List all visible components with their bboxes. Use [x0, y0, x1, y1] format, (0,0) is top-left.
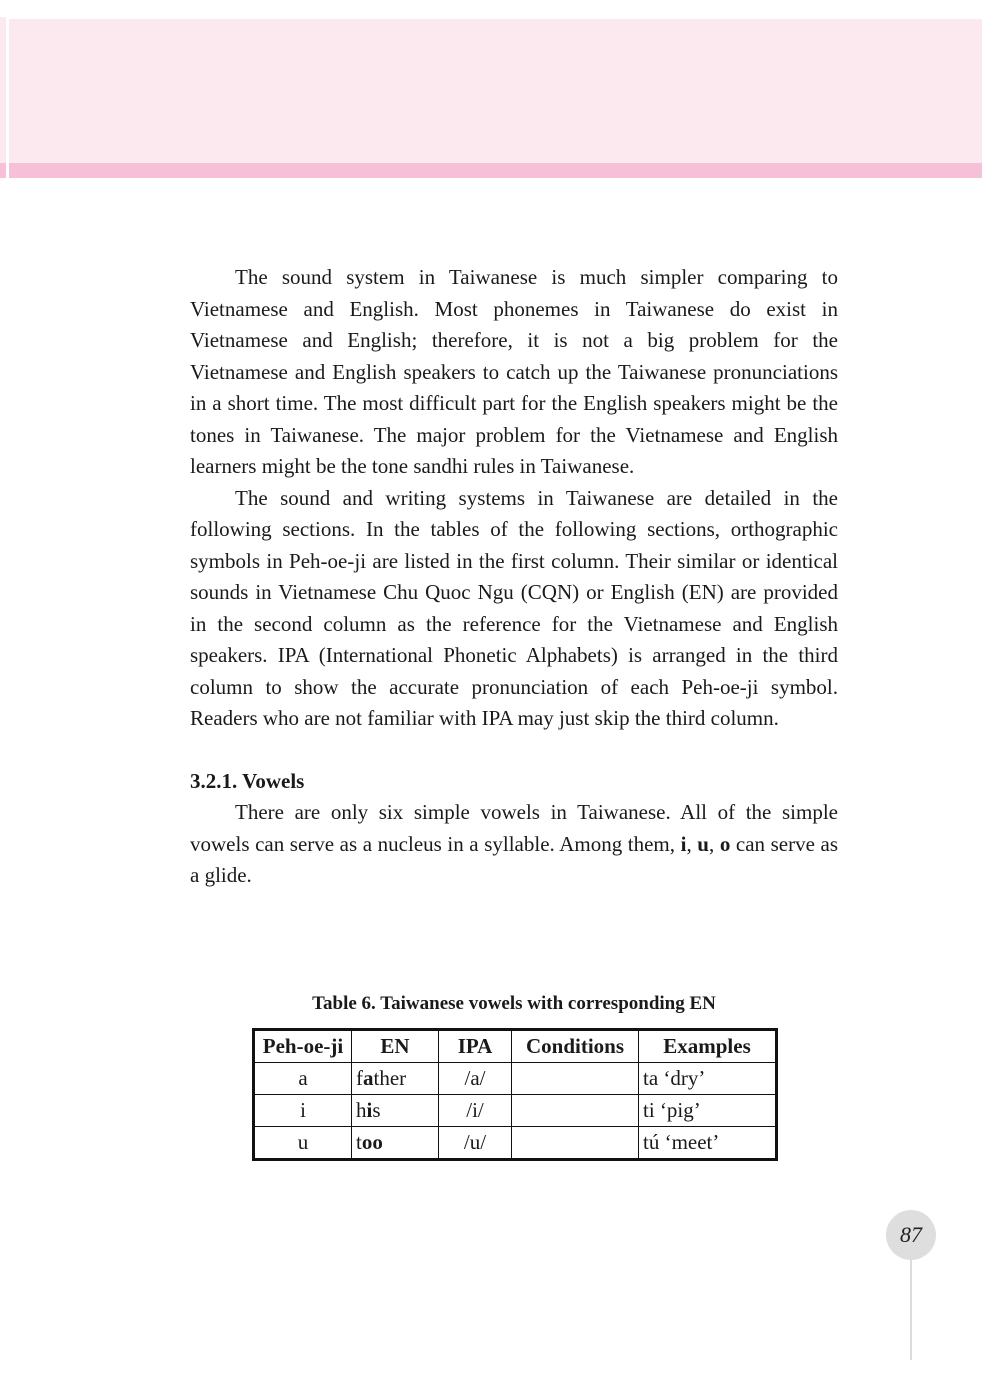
cell-en [352, 1063, 439, 1095]
cell-example: tú ‘meet’ [639, 1127, 777, 1160]
cell-ipa: /u/ [439, 1127, 512, 1160]
text-run: s [372, 1098, 381, 1122]
cell-conditions [512, 1127, 639, 1160]
text-run: ther [373, 1066, 407, 1090]
header-ipa: IPA [439, 1030, 512, 1063]
table-row [254, 1095, 777, 1127]
bold-vowel-u: u [697, 831, 709, 856]
header-conditions: Conditions [512, 1030, 639, 1063]
bold-vowel-o: o [719, 831, 731, 856]
text-run: There are only six simple vowels in Taiwanese. All of the simple vowels can serve as a nucleus in a syllable. Among them, [190, 800, 838, 856]
table-row [254, 1127, 777, 1160]
table-row [254, 1063, 777, 1095]
text-run: can serve as a glide. [190, 831, 839, 887]
text-run: t [356, 1130, 362, 1154]
cell-en [352, 1095, 439, 1127]
header-strip [9, 163, 982, 178]
header-band-left [0, 17, 6, 163]
header-examples: Examples [639, 1030, 777, 1063]
text-run: , [686, 831, 698, 856]
body-text [190, 262, 838, 892]
paragraph-intro: The sound system in Taiwanese is much simpler comparing to Vietnamese and English. Most phonemes in Taiwanese do exist in Vietnamese and English; therefore, it is not a big problem for the Vietnamese and English speakers to catch up the Taiwanese pronunciations in a short time. The most difficult part for the English speakers might be the tones in Taiwanese. The major problem for the Vietnamese and English learners might be the tone sandhi rules in Taiwanese. [190, 265, 838, 478]
text-run: f [356, 1066, 363, 1090]
section-heading: 3.2.1. Vowels [190, 768, 305, 793]
header-peh-oe-ji: Peh-oe-ji [254, 1030, 352, 1063]
paragraph-sections: The sound and writing systems in Taiwanese are detailed in the following sections. In the tables of the following sections, orthographic symbols in Peh-oe-ji are listed in the first column. Their similar or identical sounds in Vietnamese Chu Quoc Ngu (CQN) or English (EN) are provided in the second column as the reference for the Vietnamese and English speakers. IPA (International Phonetic Alphabets) is arranged in the third column to show the accurate pronunciation of each Peh-oe-ji symbol. Readers who are not familiar with IPA may just skip the third column. [190, 485, 838, 730]
cell-ipa: /a/ [439, 1063, 512, 1095]
text-run: h [356, 1098, 367, 1122]
cell-poj: a [254, 1063, 352, 1095]
vowels-table [252, 1028, 778, 1161]
page-number: 87 [886, 1210, 936, 1260]
cell-poj: u [254, 1127, 352, 1160]
text-run: , [708, 831, 720, 856]
header-strip-left [0, 163, 6, 178]
cell-en [352, 1127, 439, 1160]
table-caption: Table 6. Taiwanese vowels with corresponding EN [312, 993, 716, 1014]
bold-letter: i [366, 1098, 373, 1122]
table-header-row [254, 1030, 777, 1063]
cell-example: ti ‘pig’ [639, 1095, 777, 1127]
header-en: EN [352, 1030, 439, 1063]
bold-letter: a [363, 1066, 374, 1090]
bold-vowel-i: i [680, 831, 687, 856]
bold-letter: oo [361, 1130, 383, 1154]
cell-conditions [512, 1095, 639, 1127]
paragraph-vowels [190, 797, 838, 892]
page-number-line [910, 1260, 912, 1360]
cell-example: ta ‘dry’ [639, 1063, 777, 1095]
header-band [9, 19, 982, 163]
cell-conditions [512, 1063, 639, 1095]
cell-ipa: /i/ [439, 1095, 512, 1127]
cell-poj: i [254, 1095, 352, 1127]
